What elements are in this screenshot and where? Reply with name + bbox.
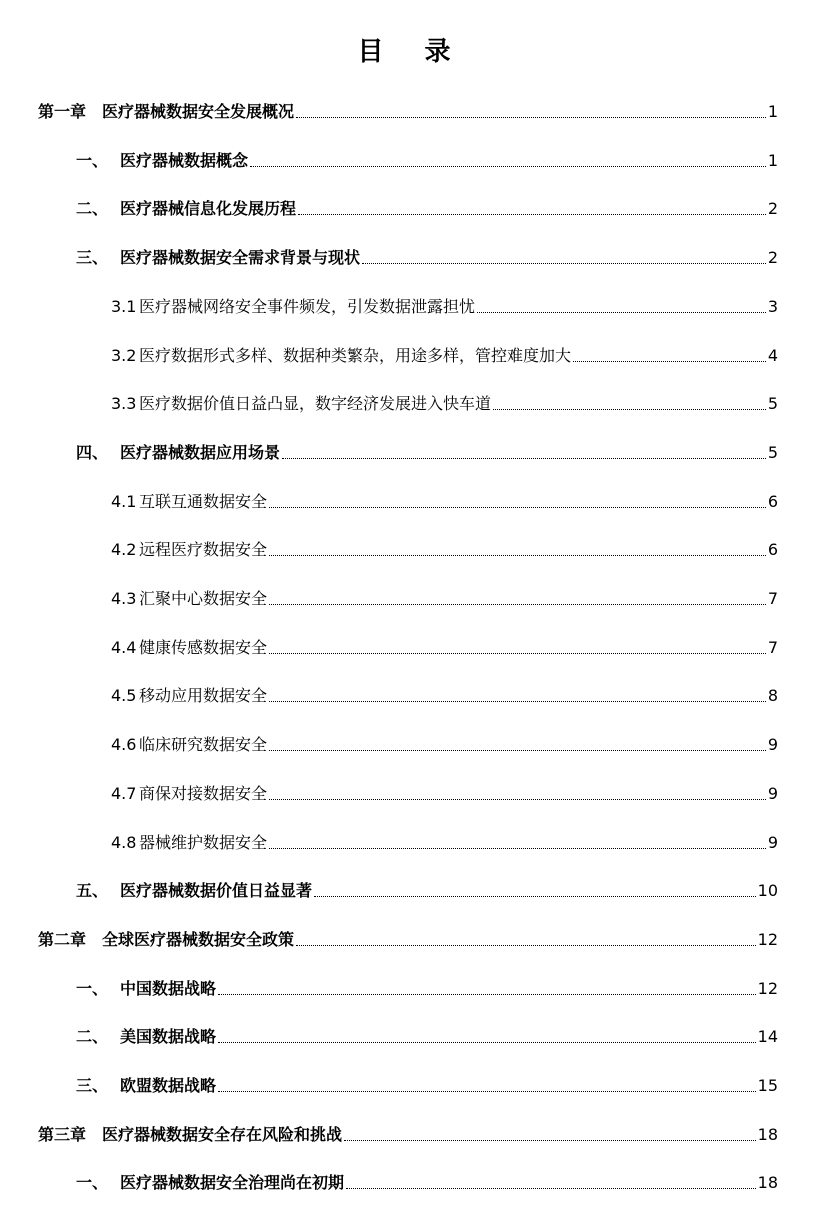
toc-entry-page-number: 1 [767, 102, 778, 121]
toc-entry-number: 4.2 [111, 540, 137, 559]
toc-entry-page-number: 10 [757, 881, 778, 900]
toc-entry-page-number: 18 [757, 1125, 778, 1144]
toc-entry-title: 医疗数据形式多样、数据种类繁杂，用途多样，管控难度加大 [139, 346, 572, 365]
toc-entry-number: 三、 [76, 248, 109, 267]
toc-entry[interactable] [76, 243, 778, 269]
toc-entry-page-number: 15 [757, 1076, 778, 1095]
toc-entry-title: 医疗器械数据应用场景 [120, 443, 281, 462]
dot-leader [362, 262, 766, 264]
toc-entry-number: 一、 [76, 151, 109, 170]
dot-leader [269, 603, 766, 605]
toc-entry-title: 医疗器械网络安全事件频发，引发数据泄露担忧 [139, 297, 476, 316]
toc-entry[interactable] [76, 876, 778, 902]
dot-leader [477, 311, 766, 313]
dot-leader [296, 116, 766, 118]
toc-entry-title: 汇聚中心数据安全 [139, 589, 268, 608]
toc-entry[interactable] [76, 438, 778, 464]
dot-leader [573, 360, 766, 362]
toc-entry-title: 中国数据战略 [120, 979, 217, 998]
toc-entry-page-number: 5 [767, 443, 778, 462]
toc-entry-number: 第一章 [38, 102, 87, 121]
toc-entry[interactable] [111, 633, 778, 659]
toc-entry-page-number: 2 [767, 199, 778, 218]
dot-leader [218, 993, 756, 995]
toc-entry[interactable] [111, 779, 778, 805]
toc-entry-page-number: 3 [767, 297, 778, 316]
toc-entry[interactable] [76, 194, 778, 220]
dot-leader [218, 1090, 756, 1092]
toc-entry-title: 健康传感数据安全 [139, 638, 268, 657]
toc-entry-number: 4.6 [111, 735, 137, 754]
toc-entry-number: 一、 [76, 979, 109, 998]
toc-entry-number: 五、 [76, 881, 109, 900]
dot-leader [314, 895, 756, 897]
toc-entry-title: 欧盟数据战略 [120, 1076, 217, 1095]
dot-leader [250, 165, 766, 167]
dot-leader [269, 700, 766, 702]
toc-entry-page-number: 8 [767, 686, 778, 705]
toc-entry-title: 移动应用数据安全 [139, 686, 268, 705]
toc-entry-page-number: 7 [767, 589, 778, 608]
toc-entry[interactable] [111, 341, 778, 367]
toc-entry-title: 医疗器械数据安全发展概况 [102, 102, 295, 121]
toc-entry[interactable] [76, 974, 778, 1000]
toc-entry-number: 4.8 [111, 833, 137, 852]
toc-entry-number: 3.2 [111, 346, 137, 365]
toc-entry-title: 医疗器械数据概念 [120, 151, 249, 170]
toc-entry[interactable] [111, 730, 778, 756]
toc-entry-page-number: 18 [757, 1173, 778, 1192]
toc-entry-number: 4.4 [111, 638, 137, 657]
toc-entry-page-number: 2 [767, 248, 778, 267]
toc-entry-page-number: 9 [767, 833, 778, 852]
dot-leader [298, 213, 766, 215]
toc-entry-number: 4.3 [111, 589, 137, 608]
dot-leader [296, 944, 756, 946]
dot-leader [269, 506, 766, 508]
toc-entry[interactable] [38, 97, 778, 123]
toc-entry-page-number: 9 [767, 735, 778, 754]
toc-entry[interactable] [38, 925, 778, 951]
toc-entry-page-number: 12 [757, 930, 778, 949]
toc-entry-number: 4.7 [111, 784, 137, 803]
toc-entry-title: 医疗器械数据安全治理尚在初期 [120, 1173, 345, 1192]
toc-entry-title: 临床研究数据安全 [139, 735, 268, 754]
toc-entry[interactable] [38, 1120, 778, 1146]
toc-entry-number: 二、 [76, 1027, 109, 1046]
toc-entry-number: 4.1 [111, 492, 137, 511]
toc-entry-title: 医疗数据价值日益凸显，数字经济发展进入快车道 [139, 394, 492, 413]
toc-entry-number: 四、 [76, 443, 109, 462]
toc-entry-number: 4.5 [111, 686, 137, 705]
toc-entry[interactable] [111, 292, 778, 318]
toc-entry-page-number: 12 [757, 979, 778, 998]
toc-entry-number: 3.3 [111, 394, 137, 413]
toc-entry-page-number: 14 [757, 1027, 778, 1046]
dot-leader [269, 749, 766, 751]
toc-entry-title: 商保对接数据安全 [139, 784, 268, 803]
dot-leader [269, 798, 766, 800]
toc-entry-page-number: 7 [767, 638, 778, 657]
toc-entry-number: 第三章 [38, 1125, 87, 1144]
toc-entry-page-number: 5 [767, 394, 778, 413]
toc-entry-page-number: 9 [767, 784, 778, 803]
dot-leader [344, 1139, 756, 1141]
dot-leader [282, 457, 766, 459]
toc-entry-number: 一、 [76, 1173, 109, 1192]
toc-entry-page-number: 1 [767, 151, 778, 170]
dot-leader [269, 847, 766, 849]
toc-entry[interactable] [111, 535, 778, 561]
toc-entry[interactable] [111, 584, 778, 610]
toc-entry[interactable] [111, 389, 778, 415]
toc-entry[interactable] [76, 1071, 778, 1097]
toc-entry-title: 器械维护数据安全 [139, 833, 268, 852]
toc-entry-number: 二、 [76, 199, 109, 218]
toc-entry-title: 远程医疗数据安全 [139, 540, 268, 559]
toc-entry-number: 3.1 [111, 297, 137, 316]
dot-leader [269, 652, 766, 654]
toc-entry-number: 三、 [76, 1076, 109, 1095]
toc-entry-title: 互联互通数据安全 [139, 492, 268, 511]
toc-entry-title: 医疗器械数据价值日益显著 [120, 881, 313, 900]
dot-leader [346, 1187, 756, 1189]
toc-entry-title: 全球医疗器械数据安全政策 [102, 930, 295, 949]
toc-entry-title: 医疗器械信息化发展历程 [120, 199, 297, 218]
toc-entry-title: 美国数据战略 [120, 1027, 217, 1046]
toc-entry[interactable] [76, 1022, 778, 1048]
toc-entry[interactable] [111, 681, 778, 707]
toc-entry-page-number: 6 [767, 492, 778, 511]
toc-entry-page-number: 6 [767, 540, 778, 559]
page-title: 目 录 [357, 37, 467, 67]
toc-entry[interactable] [76, 146, 778, 172]
dot-leader [493, 408, 766, 410]
dot-leader [269, 554, 766, 556]
toc-entry[interactable] [111, 487, 778, 513]
dot-leader [218, 1041, 756, 1043]
toc-entry-page-number: 4 [767, 346, 778, 365]
toc-entry[interactable] [111, 828, 778, 854]
toc-entry-number: 第二章 [38, 930, 87, 949]
toc-entry-title: 医疗器械数据安全存在风险和挑战 [102, 1125, 343, 1144]
toc-entry-title: 医疗器械数据安全需求背景与现状 [120, 248, 361, 267]
toc-entry[interactable] [76, 1168, 778, 1194]
